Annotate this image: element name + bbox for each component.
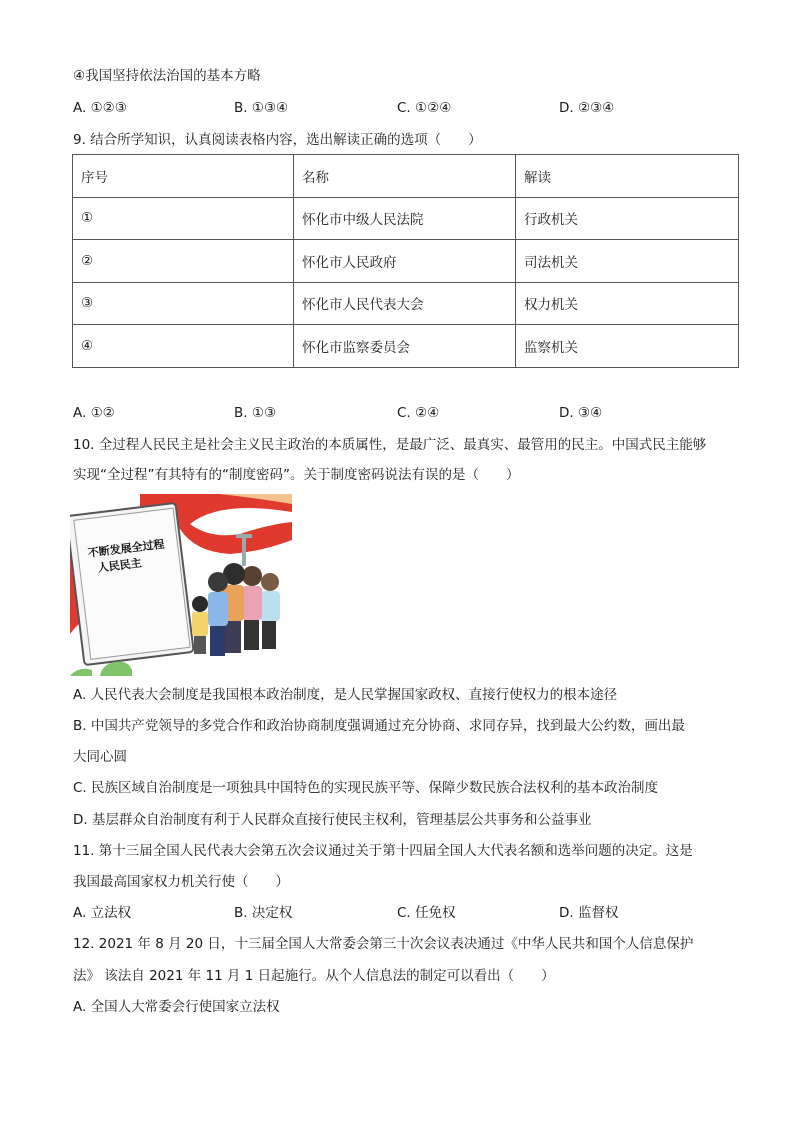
q12-option-a[interactable]: A. 全国人大常委会行使国家立法权 [73,999,280,1015]
table-cell: 行政机关 [516,197,739,240]
q10-stem-line-2: 实现“全过程”有其特有的“制度密码”。关于制度密码说法有误的是（ ） [73,467,520,483]
q8-option-a[interactable]: A. ①②③ [73,100,127,116]
illustration-title-line-2: 人民民主 [97,556,143,575]
table-row [73,240,739,283]
table-row [73,197,739,240]
q9-table [72,154,739,368]
q11-option-b[interactable]: B. 决定权 [234,905,293,921]
table-header-cell: 解读 [516,155,739,198]
q10-option-c[interactable]: C. 民族区域自治制度是一项独具中国特色的实现民族平等、保障少数民族合法权利的基本政治制度 [73,780,659,796]
q10-option-b-line-1[interactable]: B. 中国共产党领导的多党合作和政治协商制度强调通过充分协商、求同存异，找到最大公约数，画出最 [73,718,685,734]
q12-stem-line-2: 法》 该法自 2021 年 11 月 1 日起施行。从个人信息法的制定可以看出（ ） [73,968,555,984]
q12-stem-line-1: 12. 2021 年 8 月 20 日，十三届全国人大常委会第三十次会议表决通过《中华人民共和国个人信息保护 [73,936,694,952]
q11-option-d[interactable]: D. 监督权 [559,905,619,921]
table-cell: 怀化市人民代表大会 [294,282,516,325]
table-header-row [73,155,739,198]
q8-option-d[interactable]: D. ②③④ [559,100,615,116]
table-cell: ③ [73,282,294,325]
q11-stem-line-1: 11. 第十三届全国人民代表大会第五次会议通过关于第十四届全国人大代表名额和选举问题的决定。这是 [73,843,693,859]
q11-option-c[interactable]: C. 任免权 [397,905,456,921]
table-cell: 怀化市中级人民法院 [294,197,516,240]
q10-option-d[interactable]: D. 基层群众自治制度有利于人民群众直接行使民主权利，管理基层公共事务和公益事业 [73,812,592,828]
q8-statement-4: ④我国坚持依法治国的基本方略 [73,68,261,84]
q10-option-a[interactable]: A. 人民代表大会制度是我国根本政治制度，是人民掌握国家政权、直接行使权力的根本途径 [73,687,618,703]
q10-illustration [70,494,292,676]
q10-stem-line-1: 10. 全过程人民民主是社会主义民主政治的本质属性，是最广泛、最真实、最管用的民主。中国式民主能够 [73,437,707,453]
q8-option-b[interactable]: B. ①③④ [234,100,289,116]
table-cell: 怀化市人民政府 [294,240,516,283]
q11-option-a[interactable]: A. 立法权 [73,905,132,921]
table-row [73,282,739,325]
table-header-cell: 序号 [73,155,294,198]
table-cell: 司法机关 [516,240,739,283]
table-header-cell: 名称 [294,155,516,198]
q9-option-b[interactable]: B. ①③ [234,405,277,421]
illustration-title-line-1: 不断发展全过程 [87,537,166,560]
table-cell: 怀化市监察委员会 [294,325,516,368]
table-cell: ② [73,240,294,283]
q9-option-d[interactable]: D. ③④ [559,405,603,421]
table-cell: 监察机关 [516,325,739,368]
q9-option-a[interactable]: A. ①② [73,405,115,421]
table-cell: ④ [73,325,294,368]
q8-option-c[interactable]: C. ①②④ [397,100,452,116]
table-row [73,325,739,368]
q9-stem: 9. 结合所学知识，认真阅读表格内容，选出解读正确的选项（ ） [73,132,482,148]
q9-option-c[interactable]: C. ②④ [397,405,440,421]
q11-stem-line-2: 我国最高国家权力机关行使（ ） [73,874,289,890]
table-cell: 权力机关 [516,282,739,325]
q10-option-b-line-2[interactable]: 大同心圆 [73,749,127,765]
democracy-illustration [70,494,292,676]
table-cell: ① [73,197,294,240]
